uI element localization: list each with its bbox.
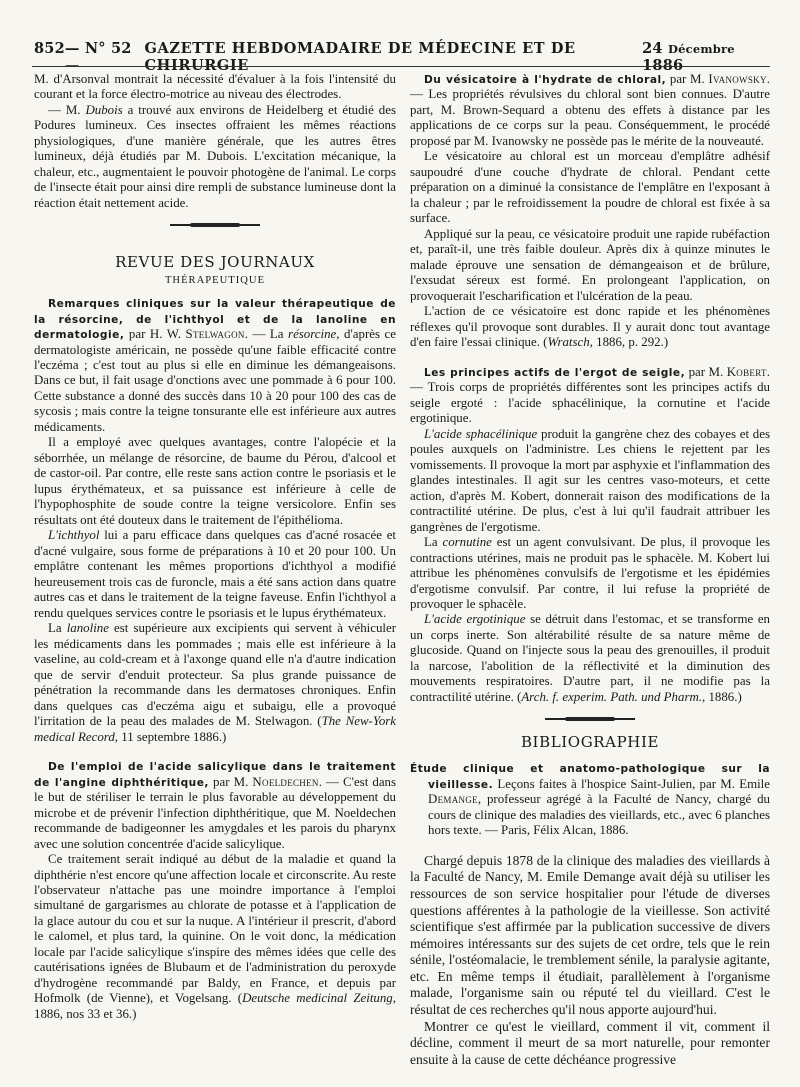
section-divider (545, 715, 635, 723)
paragraph: Ce traitement serait indiqué au début de la maladie et quand la diphthérie n'est encore qu'une affection locale et circonscrite. Au reste l'observateur n'attache pas une moindre importance à l'emploi simultané de gargarismes au chlorate de potasse et à l'application de la glace autour du cou et sur la nuque. A l'intérieur il prescrit, d'abord le calomel, et plus tard, la quinine. On le voit donc, la médication locale par l'acide salicylique s'inspire des mêmes idées que celle des cautérisations ignées de Blubaum et de l'administration du peroxyde d'hydrogène recommandé par Baldy, en France, et depuis par Hofmolk (de Vienne), et Vogelsang. (Deutsche medicinal Zeitung, 1886, nos 33 et 36.) (34, 852, 396, 1021)
paragraph: Montrer ce qu'est le vieillard, comment il vit, comment il décline, comment il meurt de sa mort naturelle, pour remonter ensuite à la cause de cette déchéance progressive (410, 1018, 770, 1067)
bibliography-entry: Étude clinique et anatomo-pathologique sur la vieillesse. Leçons faites à l'hospice Saint-Julien, par M. Emile Demange, professeur agrégé à la Faculté de Nancy, chargé du cours de clinique des maladies des vieillards, etc., avec 6 planches hors texte. — Paris, Félix Alcan, 1886. (410, 763, 770, 838)
article-acide-salicylique: De l'emploi de l'acide salicylique dans le traitement de l'angine diphthéritique, par M. Noeldechen. — C'est dans le but de stériliser le terrain le plus favorable au développement du microbe et de prévenir l'infection diphthéritique, que M. Noeldechen recommande de badigeonner les amygdales et les parois du pharynx avec une solution concentrée d'acide salicylique. (34, 761, 397, 851)
article-ergot-de-seigle: Les principes actifs de l'ergot de seigle, par M. Kobert.— Trois corps de propriétés différentes sont les principes actifs du seigle ergoté : l'acide sphacélinique, la cornutine et l'acide ergotinique. (410, 364, 770, 426)
paragraph: — M. Dubois a trouvé aux environs de Heidelberg et étudié des Podures lumineux. Ces insectes offraient les mêmes réactions physiologiques, d'une manière générale, que les autres êtres lumineux, déjà étudiés par M. Dubois. L'excitation mécanique, la chaleur, etc., augmentaient le pouvoir photogène de l'animal. Le corps de l'insecte était pour ainsi dire rempli de substance lumineuse dont la réaction était nettement acide. (34, 102, 396, 210)
paragraph: Il a employé avec quelques avantages, contre l'alopécie et la séborrhée, un mélange de résorcine, de baume du Pérou, d'alcool et de castor-oil. Par contre, elle reste sans action contre le psoriasis et le lupus érythémateux, et sa puissance est inférieure à celle de l'hypophosphite de soude contre la teigne versicolore. Enfin ses résultats ont été douteux dans le traitement de l'épithélioma. (34, 435, 396, 527)
running-header (34, 40, 770, 74)
bibliography-title: BIBLIOGRAPHIE (520, 733, 660, 752)
section-title: REVUE DES JOURNAUX (115, 253, 315, 272)
issue-date: 24 Décembre 1886 (642, 40, 735, 74)
paragraph: Chargé depuis 1878 de la clinique des maladies des vieillards à la Faculté de Nancy, M. Emile Demange avait déjà su utiliser les ressources de son service hospitalier pour l'étude de diverses questions afférentes à la pathologie de la vieillesse. Son activité scientifique s'est affirmée par la publication successive de divers mémoires intéressants sur des sujets de cet ordre, tels que le rein sénile, l'ostéomalacie, le tremblement sénile, la paralysie agitante, etc. En même temps il étudiait, parallèlement à l'organisme malade, l'organisme sain ou réputé tel du vieillard. C'est le résultat de ces recherches qu'il nous apporte aujourd'hui. (410, 852, 770, 1017)
right-column (410, 72, 770, 1068)
issue-number: — N° 52 — (64, 40, 132, 74)
article-resorcine: Remarques cliniques sur la valeur thérapeutique de la résorcine, de l'ichthyol et de la lanoline en dermatologie, par H. W. Stelwagon. — La résorcine, d'après ce dermatologiste américain, ne possède qu'une faible efficacité contre l'eczéma ; c'est tout au plus si elle en diminue les démangeaisons. Dans ce but, il fait usage d'onctions avec une pommade à 6 pour 100. Cette substance a donné des succès dans 10 à 20 pour 100 des cas de sycosis ; mais contre la teigne tonsurante elle est inférieure aux autres médicaments. (34, 298, 396, 434)
paragraph: Appliqué sur la peau, ce vésicatoire produit une rapide rubéfaction et, paraît-il, une très faible douleur. Après dix à quinze minutes le malade éprouve une sensation de démangeaison et de brûlure, l'exsudat séreux est formé. En prolongeant l'application, on provoquerait l'escharification et l'ulcération de la peau. (410, 226, 770, 303)
paragraph: La cornutine est un agent convulsivant. De plus, il provoque les contractions utérines, mais ne produit pas le sphacèle. M. Kobert lui attribue les phénomènes convulsifs de l'ergotisme et les épidémies d'ergotisme convulsif. Par contre, il lui refuse la propriété de provoquer le sphacèle. (410, 535, 770, 611)
journal-title: GAZETTE HEBDOMADAIRE DE MÉDECINE ET DE CHIRURGIE (144, 40, 576, 74)
subsection-title: THÉRAPEUTIQUE (164, 275, 266, 287)
paragraph: Le vésicatoire au chloral est un morceau d'emplâtre adhésif saupoudré d'une couche d'hydrate de chloral. Pendant cette préparation on a diminué la consistance de l'emplâtre en l'exposant à la chaleur ; par le refroidissement la poudre de chloral est fixée à sa surface. (410, 149, 770, 226)
paragraph: L'ichthyol lui a paru efficace dans quelques cas d'acné rosacée et d'acné vulgaire, sous forme de préparations à 10 et 20 pour 100. Un emplâtre contenant les mêmes proportions d'ichthyol a modifié heureusement trois cas de furoncle, mais a été sans action dans quatre autres cas et dans le traitement de la teigne faveuse. Enfin l'ichthyol a rendu quelques services contre le psoriasis et le lupus érythémateux. (34, 528, 396, 620)
article-vesicatoire: Du vésicatoire à l'hydrate de chloral, par M. Ivanowsky. — Les propriétés révulsives du chloral sont bien connues. D'autre part, M. Brown-Sequard a obtenu des effets à distance par les applications de ce corps sur la peau. Conséquemment, le procédé proposé par M. Ivanowsky ne possède pas le mérite de la nouveauté. (410, 72, 770, 148)
paragraph: La lanoline est supérieure aux excipients qui servent à véhiculer les médicaments dans les pommades ; mais elle est inférieure à la vaseline, au cold-cream et à l'axonge quand elle n'a d'autre indication que de servir d'enduit protecteur. Sa plus grande puissance de pénétration la recommande dans les dermatoses chroniques. Enfin dans quelques cas d'eczéma aigu et subaigu, elle a provoqué l'irritation de la peau des malades de M. Stelwagon. (The New-York medical Record, 11 septembre 1886.) (34, 621, 397, 744)
paragraph: L'action de ce vésicatoire est donc rapide et les phénomènes réflexes qu'il provoque sont durables. Il y aurait donc tout avantage d'en faire l'essai clinique. (Wratsch, 1886, p. 292.) (410, 304, 770, 350)
paragraph: L'acide ergotinique se détruit dans l'estomac, et se transforme en un corps inerte. Son altérabilité résulte de sa nature même de glucoside. Quand on l'injecte sous la peau des grenouilles, il produit la narcose, l'abolition de la réflectivité et la diminution des mouvements respiratoires. D'autre part, il ne modifie pas la contractilité utérine. (Arch. f. experim. Path. und Pharm., 1886.) (410, 612, 771, 704)
page-number: 852 (34, 40, 65, 57)
paragraph: L'acide sphacélinique produit la gangrène chez des cobayes et des poules auxquels on l'administre. Les chiens le rejettent par les vomissements. Il provoque la mort par asphyxie et l'inflammation des glandes intestinales. Il agit sur les centres vaso-moteurs, et cette action, d'après M. Kobert, donnerait raison des modifications de la contractilité utérine. De plus, c'est à lui qu'il faudrait attribuer les gangrènes de l'ergotisme. (410, 426, 770, 534)
header-rule (32, 66, 770, 67)
paragraph: M. d'Arsonval montrait la nécessité d'évaluer à la fois l'intensité du courant et la force électro-motrice au niveau des électrodes. (34, 72, 396, 102)
left-column (34, 72, 396, 1022)
section-divider (170, 221, 260, 229)
